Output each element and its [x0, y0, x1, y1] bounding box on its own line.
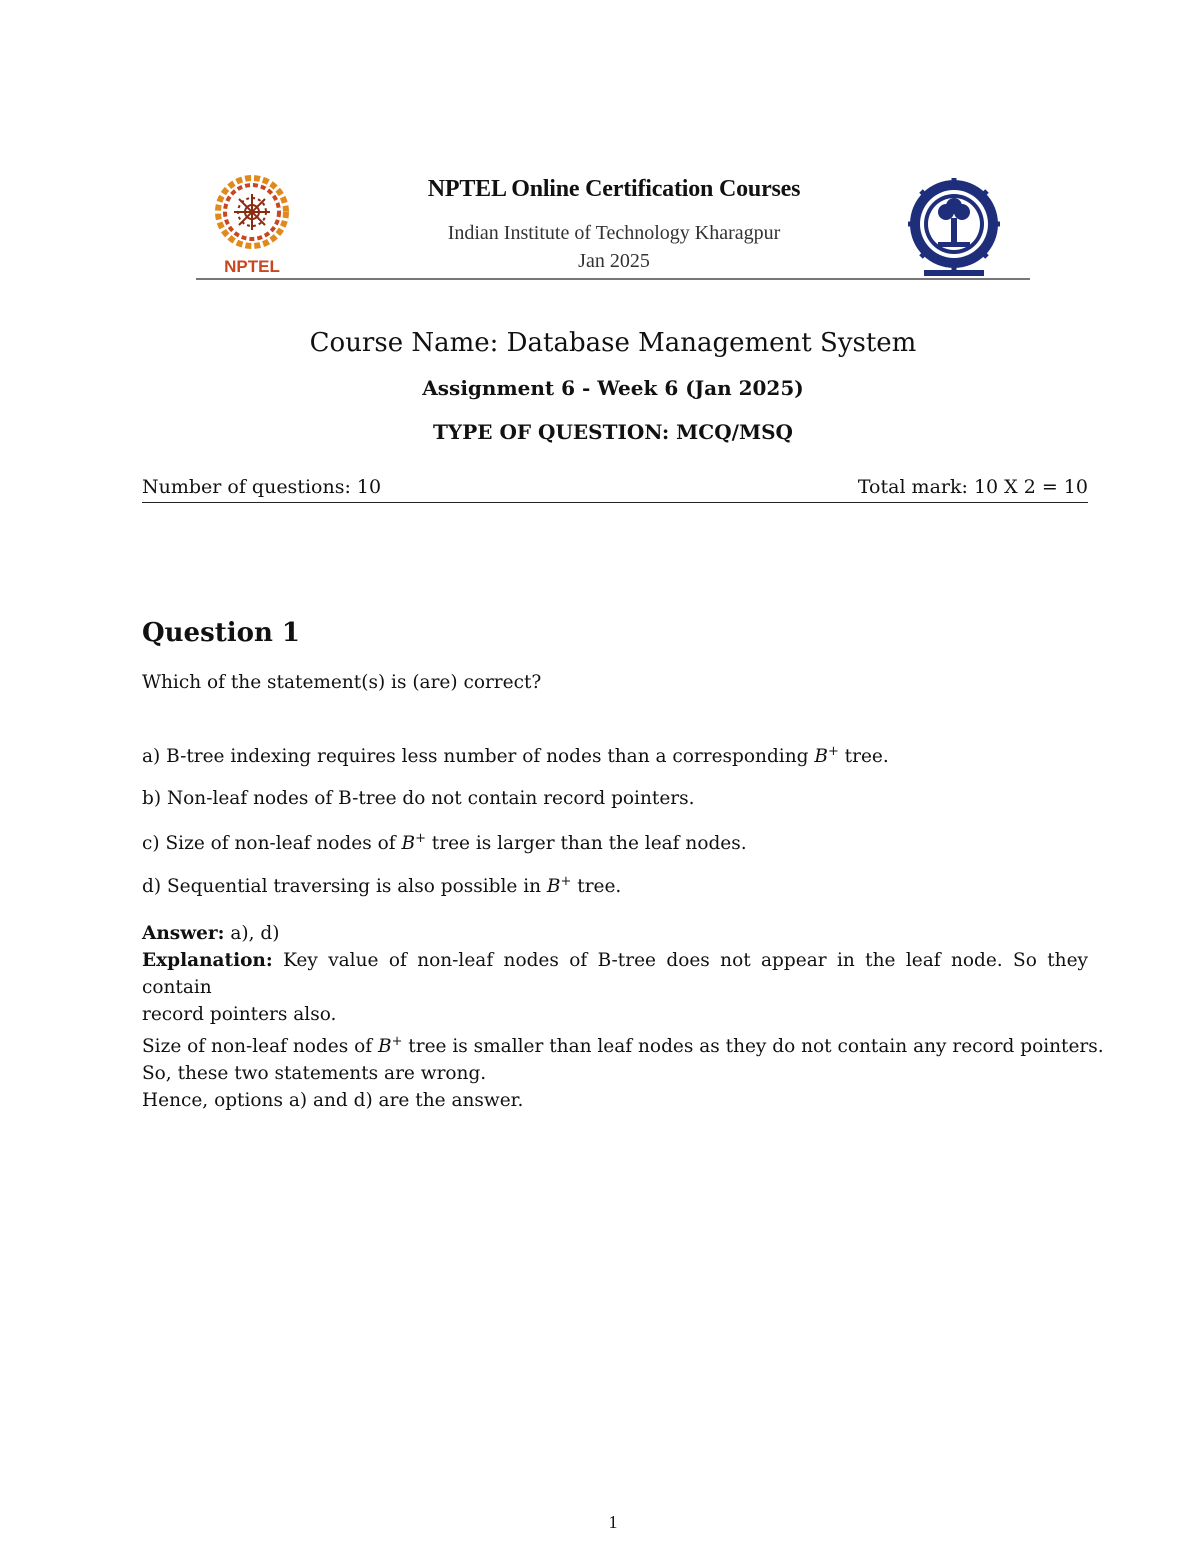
- explanation-label: Explanation:: [142, 950, 273, 971]
- option-label: d): [142, 876, 162, 898]
- math-superscript: +: [827, 744, 839, 759]
- meta-row: [142, 476, 1088, 503]
- page-number: 1: [608, 1512, 618, 1532]
- math-superscript: +: [415, 831, 426, 846]
- svg-text:NPTEL: NPTEL: [224, 257, 280, 276]
- explanation-line-1: Explanation: Key value of non-leaf nodes of B-tree does not appear in the leaf node. So they contain: [142, 950, 1088, 998]
- answer-value: a), d): [224, 923, 280, 944]
- iit-kharagpur-emblem: [906, 178, 1002, 278]
- answer-label: Answer:: [142, 923, 225, 944]
- explanation-line-2: record pointers also.: [142, 1004, 337, 1025]
- course-name: Course Name: Database Management System: [309, 328, 917, 358]
- explanation-line-5: Hence, options a) and d) are the answer.: [142, 1090, 524, 1112]
- math-superscript: +: [560, 874, 572, 889]
- answer-line: [142, 920, 1088, 947]
- header-institute: Indian Institute of Technology Kharagpur: [447, 222, 781, 244]
- question-type: TYPE OF QUESTION: MCQ/MSQ: [433, 420, 793, 444]
- number-of-questions: Number of questions: 10: [142, 476, 382, 498]
- option-text: Size of non-leaf nodes of: [165, 833, 402, 855]
- option-d: [142, 874, 621, 897]
- nptel-logo: [208, 172, 298, 278]
- math-symbol: B: [546, 876, 561, 898]
- option-c: [142, 831, 747, 854]
- question-heading: Question 1: [142, 618, 301, 648]
- option-text: Non-leaf nodes of B-tree do not contain record pointers.: [166, 788, 695, 809]
- explanation-line-4: So, these two statements are wrong.: [142, 1063, 487, 1085]
- answer-block: [142, 920, 1104, 1114]
- header-rule: [196, 278, 1030, 280]
- math-symbol: B: [814, 746, 828, 768]
- option-text-after: tree.: [571, 876, 622, 898]
- option-label: b): [142, 788, 162, 809]
- nptel-logo-icon: [208, 172, 298, 278]
- option-label: c): [142, 833, 160, 855]
- math-symbol: B: [401, 833, 416, 855]
- option-label: a): [142, 746, 161, 768]
- math-superscript: +: [391, 1034, 403, 1049]
- option-text: Sequential traversing is also possible in: [166, 876, 547, 898]
- math-symbol: B: [377, 1036, 392, 1058]
- option-text-after: tree.: [838, 746, 889, 768]
- header-title: NPTEL Online Certification Courses: [427, 176, 801, 202]
- option-a: [142, 744, 889, 767]
- total-marks: Total mark: 10 X 2 = 10: [857, 476, 1088, 498]
- option-text: B-tree indexing requires less number of nodes than a corresponding: [166, 746, 815, 768]
- option-b: [142, 788, 694, 809]
- explanation-line-3: Size of non-leaf nodes of B+ tree is smaller than leaf nodes as they do not contain any record pointers.: [142, 1034, 1104, 1058]
- option-text-after: tree is larger than the leaf nodes.: [425, 833, 747, 855]
- assignment-title: Assignment 6 - Week 6 (Jan 2025): [422, 376, 804, 400]
- question-text: Which of the statement(s) is (are) correct?: [142, 672, 542, 693]
- header-date: Jan 2025: [578, 250, 650, 272]
- iit-emblem-icon: [906, 178, 1002, 278]
